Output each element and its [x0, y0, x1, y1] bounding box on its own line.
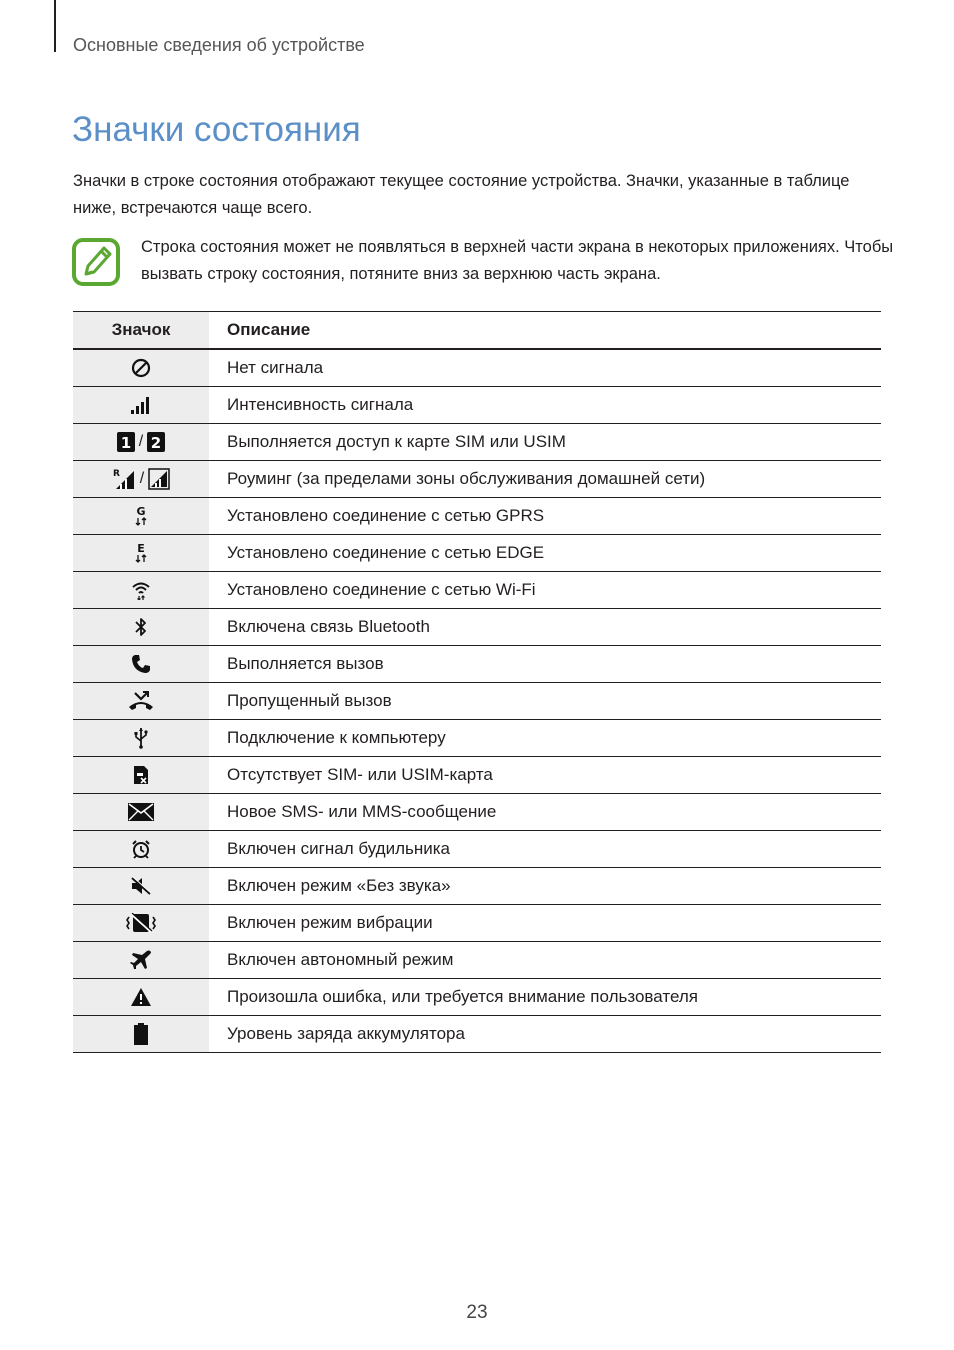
row-description: Пропущенный вызов — [227, 691, 392, 710]
no-sim-icon — [73, 757, 209, 793]
column-header-description: Описание — [227, 320, 311, 339]
roaming-icon — [112, 468, 170, 490]
row-description: Произошла ошибка, или требуется внимание пользователя — [227, 987, 698, 1006]
section-header: Основные сведения об устройстве — [73, 35, 365, 55]
row-description: Интенсивность сигнала — [227, 395, 414, 414]
row-description: Новое SMS- или MMS-сообщение — [227, 802, 497, 821]
bluetooth-icon — [73, 609, 209, 645]
table-row — [73, 683, 881, 720]
warning-icon — [73, 979, 209, 1015]
missed-call-icon — [73, 683, 209, 719]
wifi-icon — [73, 572, 209, 608]
table-row — [73, 498, 881, 535]
alarm-icon — [73, 831, 209, 867]
usb-icon — [73, 720, 209, 756]
row-description: Включена связь Bluetooth — [227, 617, 430, 636]
row-description: Подключение к компьютеру — [227, 728, 446, 747]
row-description: Выполняется вызов — [227, 654, 384, 673]
table-row — [73, 350, 881, 387]
roaming-label: R — [112, 469, 120, 479]
no-signal-icon — [73, 350, 209, 386]
row-description: Установлено соединение с сетью GPRS — [227, 506, 545, 525]
table-row — [73, 535, 881, 572]
row-description: Роуминг (за пределами зоны обслуживания домашней сети) — [227, 469, 706, 488]
row-description: Нет сигнала — [227, 358, 324, 377]
page-number: 23 — [466, 1302, 488, 1323]
table-row — [73, 942, 881, 979]
note-pencil-icon — [72, 238, 120, 286]
row-description: Включен сигнал будильника — [227, 839, 451, 858]
status-icons-table — [73, 311, 881, 1053]
icon-separator: / — [138, 433, 144, 450]
row-description: Включен режим вибрации — [227, 913, 433, 932]
battery-icon — [73, 1016, 209, 1052]
page-title: Значки состояния — [72, 110, 361, 149]
table-row — [73, 868, 881, 905]
table-row — [73, 461, 881, 498]
sim1-label: 1 — [120, 434, 131, 452]
sim1-sim2-icon — [117, 432, 165, 452]
airplane-icon — [73, 942, 209, 978]
row-description: Включен автономный режим — [227, 950, 454, 969]
table-row — [73, 905, 881, 942]
row-description: Установлено соединение с сетью Wi-Fi — [227, 580, 536, 599]
message-icon — [73, 794, 209, 830]
table-row — [73, 831, 881, 868]
vibrate-icon — [73, 905, 209, 941]
icon-separator: / — [139, 470, 145, 487]
row-description: Выполняется доступ к карте SIM или USIM — [227, 432, 566, 451]
call-icon — [73, 646, 209, 682]
gprs-label: G — [136, 505, 146, 518]
row-description: Включен режим «Без звука» — [227, 876, 451, 895]
table-row — [73, 1016, 881, 1053]
edge-icon — [73, 535, 209, 571]
margin-rule — [54, 0, 56, 52]
table-row — [73, 609, 881, 646]
table-row — [73, 387, 881, 424]
mute-icon — [73, 868, 209, 904]
table-row — [73, 424, 881, 461]
row-description: Установлено соединение с сетью EDGE — [227, 543, 545, 562]
sim1-icon — [117, 432, 135, 452]
row-description: Отсутствует SIM- или USIM-карта — [227, 765, 493, 784]
table-row — [73, 794, 881, 831]
signal-strength-icon — [73, 387, 209, 423]
row-description: Уровень заряда аккумулятора — [227, 1024, 465, 1043]
gprs-icon — [73, 498, 209, 534]
intro-paragraph: Значки в строке состояния отображают текущее состояние устройства. Значки, указанные в таблице ниже, встречаются чаще всего. — [73, 172, 850, 217]
sim2-label: 2 — [151, 434, 162, 452]
table-header-row — [73, 312, 881, 350]
table-row — [73, 646, 881, 683]
sim2-icon — [147, 432, 165, 452]
column-header-icon: Значок — [73, 312, 209, 348]
table-row — [73, 757, 881, 794]
table-row — [73, 572, 881, 609]
edge-label: E — [137, 542, 145, 555]
table-row — [73, 979, 881, 1016]
table-row — [73, 720, 881, 757]
note-text: Строка состояния может не появляться в верхней части экрана в некоторых приложениях. Чтобы вызвать строку состояния, потяните вниз за верхнюю часть экрана. — [141, 238, 894, 283]
